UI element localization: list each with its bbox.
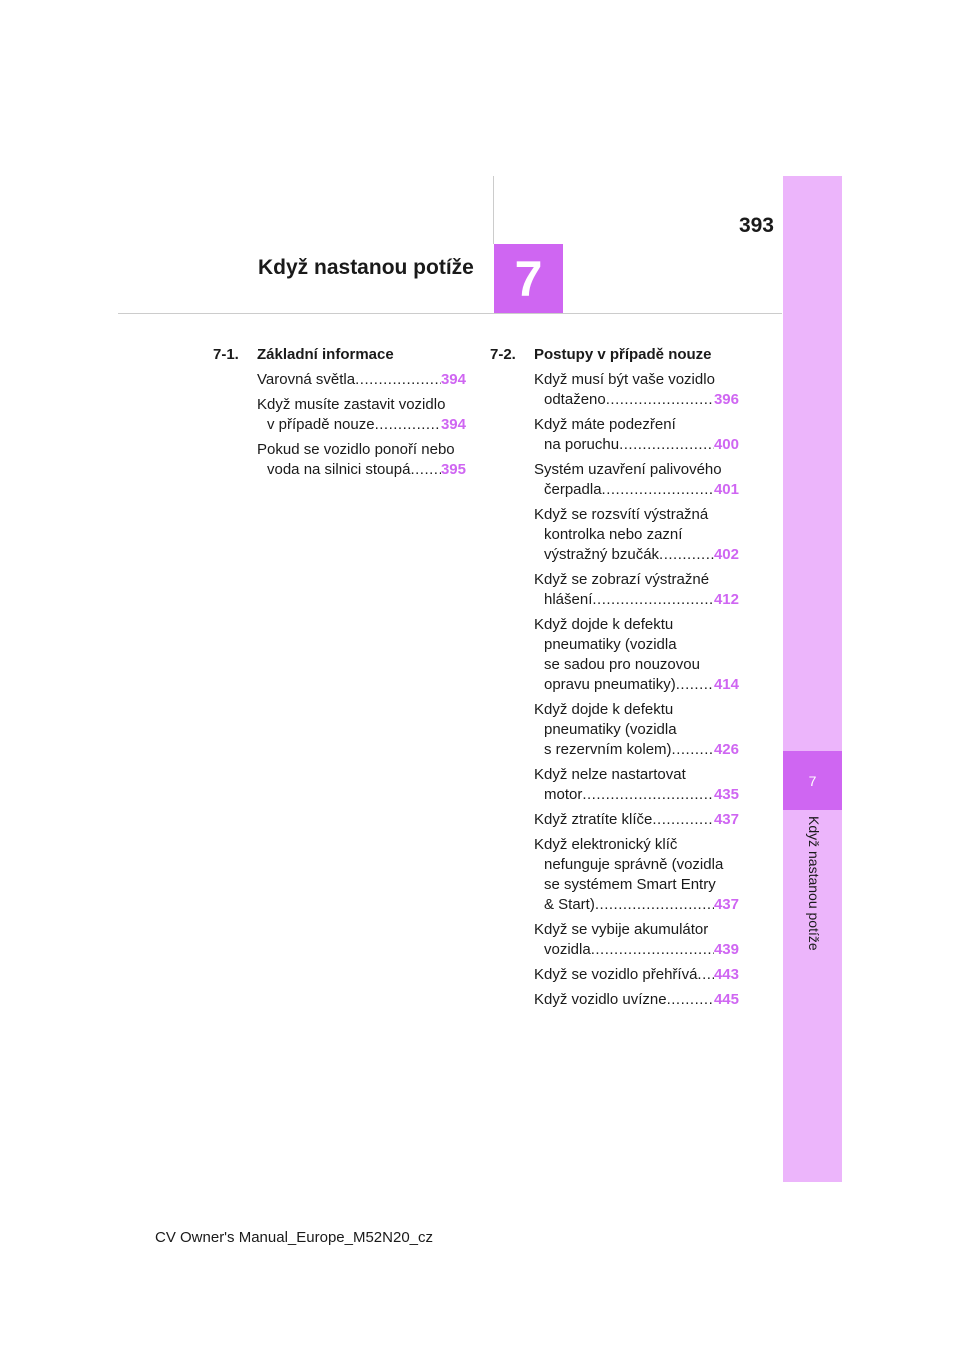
- header-vertical-rule: [493, 176, 494, 244]
- toc-entry-line: [534, 920, 739, 940]
- toc-page-link[interactable]: 396: [713, 391, 739, 408]
- toc-entry-line: [534, 740, 739, 760]
- section-number: 7-2.: [490, 346, 516, 363]
- toc-page-link[interactable]: 394: [440, 416, 466, 433]
- toc-entry-line: [534, 615, 739, 635]
- toc-entry-text: na poruchu: [544, 436, 620, 453]
- toc-entry-line: [534, 810, 739, 830]
- toc-entry-text: Když dojde k defektu: [534, 701, 674, 718]
- toc-entry-text: Systém uzavření palivového: [534, 461, 722, 478]
- toc-entry-text: Když musí být vaše vozidlo: [534, 371, 715, 388]
- toc-page-link[interactable]: 445: [713, 991, 739, 1008]
- dot-leader: [375, 415, 441, 435]
- toc-entry-text: vozidla: [544, 941, 591, 958]
- dot-leader: [697, 965, 714, 985]
- toc-entry[interactable]: [490, 765, 739, 805]
- toc-page-link[interactable]: 412: [713, 591, 739, 608]
- toc-entry-text: v případě nouze: [267, 416, 375, 433]
- toc-entry-line: [534, 590, 739, 610]
- toc-entry-line: [534, 635, 739, 655]
- toc-page-link[interactable]: 400: [713, 436, 739, 453]
- dot-leader: [652, 810, 714, 830]
- dot-leader: [602, 480, 714, 500]
- toc-entry-text: nefunguje správně (vozidla: [544, 856, 724, 873]
- toc-page-link[interactable]: 401: [713, 481, 739, 498]
- dot-leader: [667, 990, 714, 1010]
- toc-entry[interactable]: [490, 615, 739, 695]
- chapter-title: Když nastanou potíže: [258, 256, 474, 279]
- dot-leader: [410, 460, 441, 480]
- section-number: 7-1.: [213, 346, 239, 363]
- toc-page-link[interactable]: 437: [713, 811, 739, 828]
- toc-entry-line: [257, 395, 466, 415]
- toc-entry-line: [257, 370, 466, 390]
- toc-page-link[interactable]: 402: [713, 546, 739, 563]
- dot-leader: [676, 675, 714, 695]
- toc-entry[interactable]: [490, 370, 739, 410]
- toc-page-link[interactable]: 439: [713, 941, 739, 958]
- footer-doc-id: CV Owner's Manual_Europe_M52N20_cz: [155, 1229, 434, 1246]
- toc-page-link[interactable]: 435: [713, 786, 739, 803]
- toc-entry-line: [534, 370, 739, 390]
- toc-entry-line: [534, 390, 739, 410]
- toc-entry-text: kontrolka nebo zazní: [544, 526, 683, 543]
- page-number: 393: [738, 214, 774, 237]
- toc-entry-text: výstražný bzučák: [544, 546, 660, 563]
- toc-entry-line: [534, 785, 739, 805]
- side-strip: [783, 176, 842, 1182]
- section-title: Základní informace: [257, 346, 394, 363]
- dot-leader: [659, 545, 714, 565]
- toc-entry-text: hlášení: [544, 591, 593, 608]
- toc-entry-line: [257, 460, 466, 480]
- toc-entry-text: Když máte podezření: [534, 416, 676, 433]
- toc-entry-line: [534, 435, 739, 455]
- toc-page-link[interactable]: 394: [440, 371, 466, 388]
- toc-entry-line: [534, 570, 739, 590]
- toc-entry-line: [534, 480, 739, 500]
- toc-entry-text: Když se vybije akumulátor: [534, 921, 709, 938]
- toc-entry-line: [534, 990, 739, 1010]
- dot-leader: [592, 590, 714, 610]
- toc-entry-line: [534, 940, 739, 960]
- toc-entry-text: Když vozidlo uvízne: [534, 991, 667, 1008]
- toc-column-left: [213, 345, 466, 485]
- toc-entry-line: [534, 525, 739, 545]
- toc-entry-line: [534, 875, 739, 895]
- dot-leader: [672, 740, 714, 760]
- side-chapter-tab[interactable]: [783, 751, 842, 810]
- toc-entry-line: [257, 440, 466, 460]
- toc-entry[interactable]: [490, 920, 739, 960]
- toc-entry-text: pneumatiky (vozidla: [544, 636, 677, 653]
- toc-entry-text: s rezervním kolem): [544, 741, 672, 758]
- dot-leader: [582, 785, 714, 805]
- toc-entry-text: Když elektronický klíč: [534, 836, 678, 853]
- toc-entry-text: se sadou pro nouzovou: [544, 656, 700, 673]
- toc-entry-line: [534, 415, 739, 435]
- toc-entry-line: [534, 720, 739, 740]
- toc-entry[interactable]: [490, 415, 739, 455]
- side-chapter-label: [800, 816, 826, 976]
- toc-entry[interactable]: [490, 965, 739, 985]
- toc-entry[interactable]: [213, 395, 466, 435]
- toc-entry-line: [534, 765, 739, 785]
- toc-entry[interactable]: [490, 570, 739, 610]
- toc-entry-line: [534, 545, 739, 565]
- toc-page-link[interactable]: 395: [440, 461, 466, 478]
- toc-entry[interactable]: [490, 990, 739, 1010]
- toc-entry-line: [257, 415, 466, 435]
- toc-entry[interactable]: [490, 700, 739, 760]
- section-title: Postupy v případě nouze: [534, 346, 712, 363]
- toc-entry-text: Když ztratíte klíče: [534, 811, 653, 828]
- toc-entry-text: Varovná světla: [257, 371, 356, 388]
- section-heading: [213, 345, 466, 365]
- toc-entry-text: voda na silnici stoupá: [267, 461, 411, 478]
- toc-entry-line: [534, 505, 739, 525]
- toc-entry[interactable]: [490, 460, 739, 500]
- header-horizontal-rule: [118, 313, 782, 314]
- toc-entry-line: [534, 655, 739, 675]
- side-label-text: Když nastanou potíže: [806, 816, 822, 951]
- side-tab-number: 7: [808, 772, 817, 789]
- toc-entry-text: Když se zobrazí výstražné: [534, 571, 710, 588]
- toc-entry-line: [534, 700, 739, 720]
- toc-entry[interactable]: [213, 440, 466, 480]
- toc-column-right: [490, 345, 739, 1015]
- dot-leader: [595, 895, 714, 915]
- section-heading: [490, 345, 739, 365]
- toc-entry-line: [534, 965, 739, 985]
- toc-entry-line: [534, 835, 739, 855]
- toc-page-link[interactable]: 414: [713, 676, 739, 693]
- toc-entry-text: čerpadla: [544, 481, 602, 498]
- toc-entry-text: pneumatiky (vozidla: [544, 721, 677, 738]
- toc-entry-text: & Start): [544, 896, 595, 913]
- toc-entry-line: [534, 895, 739, 915]
- toc-entry-text: se systémem Smart Entry: [544, 876, 716, 893]
- toc-entry-text: Když se vozidlo přehřívá: [534, 966, 698, 983]
- toc-entry[interactable]: [490, 835, 739, 915]
- toc-entry-text: Když dojde k defektu: [534, 616, 674, 633]
- toc-entry-text: Když se rozsvítí výstražná: [534, 506, 709, 523]
- toc-page-link[interactable]: 426: [713, 741, 739, 758]
- toc-entry-text: odtaženo: [544, 391, 606, 408]
- toc-entry-text: Pokud se vozidlo ponoří nebo: [257, 441, 455, 458]
- toc-entry-text: opravu pneumatiky): [544, 676, 676, 693]
- toc-entry-line: [534, 855, 739, 875]
- dot-leader: [591, 940, 714, 960]
- toc-page-link[interactable]: 443: [713, 966, 739, 983]
- toc-entry[interactable]: [490, 505, 739, 565]
- toc-entry-text: Když nelze nastartovat: [534, 766, 686, 783]
- toc-entry-text: motor: [544, 786, 583, 803]
- toc-entry-line: [534, 675, 739, 695]
- toc-entry[interactable]: [490, 810, 739, 830]
- toc-page-link[interactable]: 437: [713, 896, 739, 913]
- dot-leader: [619, 435, 714, 455]
- toc-entry-line: [534, 460, 739, 480]
- dot-leader: [355, 370, 441, 390]
- toc-entry[interactable]: [213, 370, 466, 390]
- dot-leader: [606, 390, 714, 410]
- toc-entry-text: Když musíte zastavit vozidlo: [257, 396, 446, 413]
- chapter-number-box: 7: [494, 244, 563, 313]
